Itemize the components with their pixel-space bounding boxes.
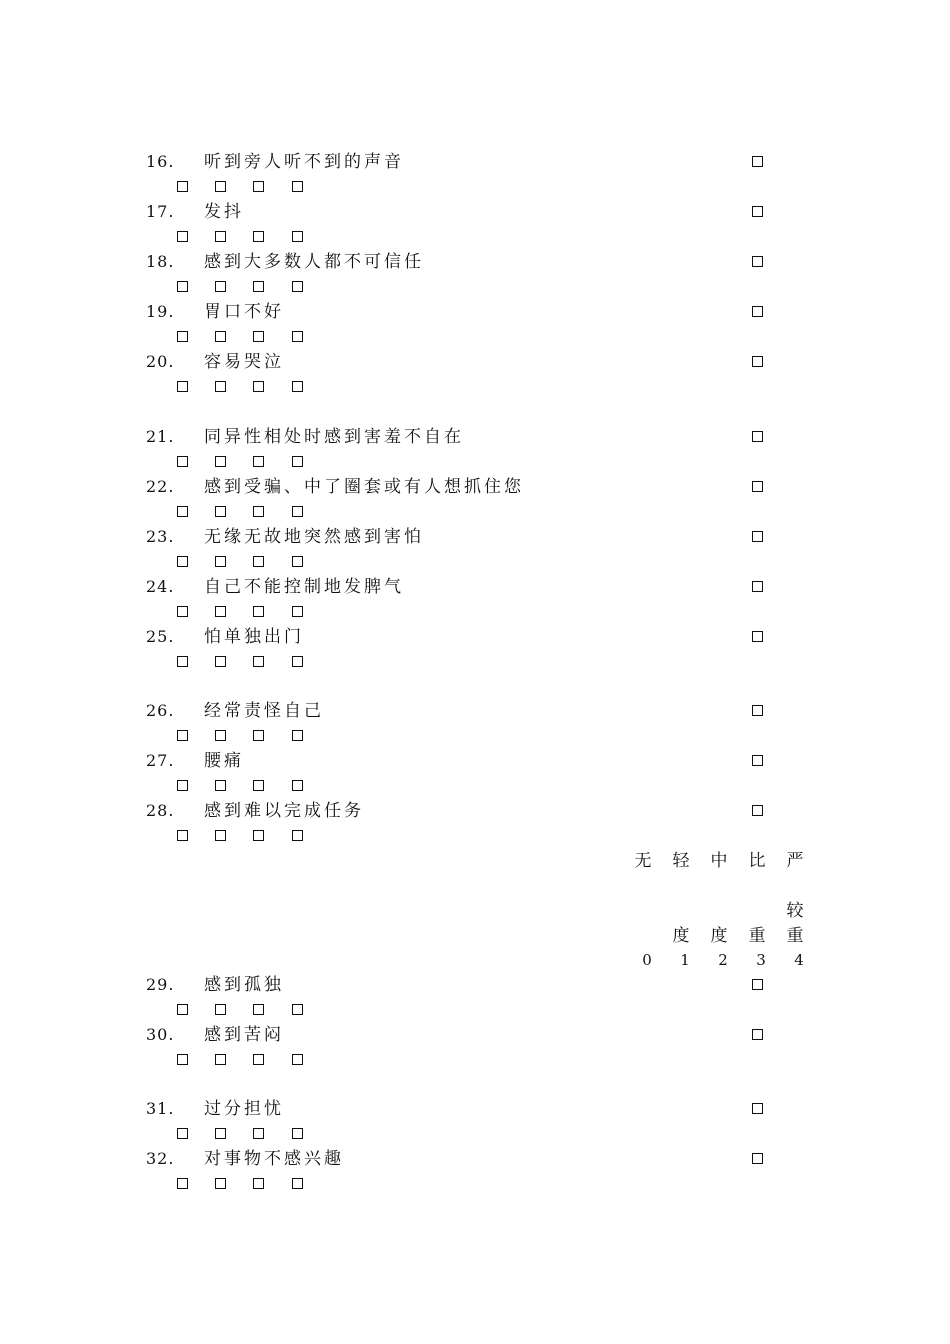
scale-label-severe-3: 重: [786, 926, 804, 946]
question-item: [0, 576, 950, 626]
question-item: [0, 1098, 950, 1148]
rating-checkbox-4[interactable]: [292, 1004, 303, 1015]
rating-checkbox-4[interactable]: [292, 231, 303, 242]
rating-checkbox-3[interactable]: [253, 780, 264, 791]
rating-checkbox-2[interactable]: [215, 830, 226, 841]
rating-checkbox-0[interactable]: [752, 631, 763, 642]
rating-checkbox-0[interactable]: [752, 206, 763, 217]
rating-checkbox-2[interactable]: [215, 1178, 226, 1189]
question-text: 无缘无故地突然感到害怕: [204, 527, 424, 547]
scale-label-mild-2: 度: [672, 926, 690, 946]
question-item: [0, 700, 950, 750]
scale-label-severe: 严: [786, 851, 804, 871]
question-item: [0, 476, 950, 526]
question-number: 27.: [146, 751, 175, 770]
question-number: 20.: [146, 352, 175, 371]
rating-checkbox-0[interactable]: [752, 531, 763, 542]
rating-checkbox-0[interactable]: [752, 581, 763, 592]
rating-checkbox-1[interactable]: [177, 181, 188, 192]
question-item: [0, 301, 950, 351]
rating-checkbox-2[interactable]: [215, 606, 226, 617]
rating-checkbox-2[interactable]: [215, 331, 226, 342]
rating-checkbox-1[interactable]: [177, 281, 188, 292]
rating-checkbox-1[interactable]: [177, 231, 188, 242]
scale-label-moderate: 中: [710, 851, 728, 871]
rating-checkbox-2[interactable]: [215, 231, 226, 242]
rating-checkbox-3[interactable]: [253, 331, 264, 342]
rating-checkbox-4[interactable]: [292, 606, 303, 617]
rating-checkbox-4[interactable]: [292, 331, 303, 342]
rating-checkbox-1[interactable]: [177, 780, 188, 791]
scale-score-3: 3: [756, 951, 766, 969]
rating-checkbox-4[interactable]: [292, 181, 303, 192]
question-text: 自己不能控制地发脾气: [204, 577, 404, 597]
rating-checkbox-3[interactable]: [253, 181, 264, 192]
scale-label-severe-2: 较: [786, 901, 804, 921]
question-item: [0, 626, 950, 676]
question-number: 26.: [146, 701, 175, 720]
rating-checkbox-3[interactable]: [253, 730, 264, 741]
scale-score-4: 4: [794, 951, 804, 969]
rating-checkbox-0[interactable]: [752, 979, 763, 990]
question-text: 感到大多数人都不可信任: [204, 252, 424, 272]
rating-checkbox-3[interactable]: [253, 281, 264, 292]
question-number: 19.: [146, 302, 175, 321]
rating-checkbox-2[interactable]: [215, 281, 226, 292]
rating-checkbox-0[interactable]: [752, 156, 763, 167]
rating-checkbox-4[interactable]: [292, 730, 303, 741]
question-text: 同异性相处时感到害羞不自在: [204, 427, 464, 447]
question-item: [0, 351, 950, 401]
question-number: 23.: [146, 527, 175, 546]
rating-checkbox-1[interactable]: [177, 1054, 188, 1065]
rating-checkbox-4[interactable]: [292, 1054, 303, 1065]
question-text: 过分担忧: [204, 1099, 284, 1119]
rating-checkbox-1[interactable]: [177, 730, 188, 741]
question-text: 腰痛: [204, 751, 244, 771]
rating-checkbox-1[interactable]: [177, 1178, 188, 1189]
rating-checkbox-0[interactable]: [752, 1029, 763, 1040]
scale-label-none: 无: [634, 851, 652, 871]
rating-checkbox-1[interactable]: [177, 381, 188, 392]
rating-checkbox-3[interactable]: [253, 606, 264, 617]
rating-checkbox-0[interactable]: [752, 431, 763, 442]
rating-checkbox-4[interactable]: [292, 780, 303, 791]
rating-checkbox-2[interactable]: [215, 556, 226, 567]
rating-checkbox-0[interactable]: [752, 256, 763, 267]
question-text: 经常责怪自己: [204, 701, 324, 721]
rating-checkbox-2[interactable]: [215, 780, 226, 791]
rating-checkbox-2[interactable]: [215, 381, 226, 392]
rating-checkbox-4[interactable]: [292, 381, 303, 392]
question-number: 18.: [146, 252, 175, 271]
rating-checkbox-2[interactable]: [215, 1054, 226, 1065]
question-item: [0, 1148, 950, 1198]
question-text: 对事物不感兴趣: [204, 1149, 344, 1169]
rating-checkbox-0[interactable]: [752, 705, 763, 716]
rating-checkbox-1[interactable]: [177, 556, 188, 567]
rating-checkbox-3[interactable]: [253, 1004, 264, 1015]
rating-checkbox-3[interactable]: [253, 1128, 264, 1139]
rating-checkbox-4[interactable]: [292, 281, 303, 292]
question-item: [0, 251, 950, 301]
question-number: 32.: [146, 1149, 175, 1168]
question-number: 28.: [146, 801, 175, 820]
question-text: 怕单独出门: [204, 627, 304, 647]
rating-checkbox-3[interactable]: [253, 456, 264, 467]
question-item: [0, 426, 950, 476]
scale-score-1: 1: [680, 951, 690, 969]
rating-checkbox-4[interactable]: [292, 456, 303, 467]
question-item: [0, 151, 950, 201]
rating-checkbox-0[interactable]: [752, 306, 763, 317]
rating-checkbox-2[interactable]: [215, 456, 226, 467]
question-item: [0, 201, 950, 251]
rating-checkbox-3[interactable]: [253, 1178, 264, 1189]
rating-checkbox-0[interactable]: [752, 805, 763, 816]
question-number: 25.: [146, 627, 175, 646]
question-item: [0, 974, 950, 1024]
rating-checkbox-3[interactable]: [253, 1054, 264, 1065]
question-item: [0, 750, 950, 800]
scale-label-fairly-2: 重: [748, 926, 766, 946]
rating-checkbox-1[interactable]: [177, 830, 188, 841]
scale-label-mild: 轻: [672, 851, 690, 871]
question-text: 感到孤独: [204, 975, 284, 995]
rating-checkbox-1[interactable]: [177, 1128, 188, 1139]
rating-checkbox-2[interactable]: [215, 506, 226, 517]
rating-checkbox-0[interactable]: [752, 1153, 763, 1164]
question-number: 30.: [146, 1025, 175, 1044]
scale-score-0: 0: [642, 951, 652, 969]
rating-checkbox-1[interactable]: [177, 331, 188, 342]
question-number: 24.: [146, 577, 175, 596]
rating-checkbox-0[interactable]: [752, 356, 763, 367]
question-number: 16.: [146, 152, 175, 171]
rating-checkbox-4[interactable]: [292, 506, 303, 517]
rating-checkbox-4[interactable]: [292, 656, 303, 667]
rating-checkbox-3[interactable]: [253, 830, 264, 841]
question-text: 感到难以完成任务: [204, 801, 364, 821]
rating-checkbox-2[interactable]: [215, 1128, 226, 1139]
rating-checkbox-4[interactable]: [292, 1128, 303, 1139]
question-text: 感到苦闷: [204, 1025, 284, 1045]
rating-checkbox-3[interactable]: [253, 656, 264, 667]
rating-checkbox-3[interactable]: [253, 381, 264, 392]
rating-checkbox-3[interactable]: [253, 231, 264, 242]
question-number: 29.: [146, 975, 175, 994]
rating-checkbox-2[interactable]: [215, 730, 226, 741]
question-text: 容易哭泣: [204, 352, 284, 372]
question-text: 发抖: [204, 202, 244, 222]
rating-checkbox-0[interactable]: [752, 481, 763, 492]
rating-checkbox-0[interactable]: [752, 1103, 763, 1114]
rating-checkbox-4[interactable]: [292, 830, 303, 841]
question-item: [0, 1024, 950, 1074]
question-number: 22.: [146, 477, 175, 496]
rating-checkbox-1[interactable]: [177, 656, 188, 667]
scale-label-fairly: 比: [748, 851, 766, 871]
scale-score-2: 2: [718, 951, 728, 969]
question-text: 感到受骗、中了圈套或有人想抓住您: [204, 477, 524, 497]
question-number: 31.: [146, 1099, 175, 1118]
rating-checkbox-0[interactable]: [752, 755, 763, 766]
question-text: 胃口不好: [204, 302, 284, 322]
rating-checkbox-3[interactable]: [253, 506, 264, 517]
question-number: 17.: [146, 202, 175, 221]
rating-checkbox-1[interactable]: [177, 606, 188, 617]
rating-checkbox-2[interactable]: [215, 181, 226, 192]
question-item: [0, 800, 950, 850]
question-number: 21.: [146, 427, 175, 446]
rating-checkbox-4[interactable]: [292, 556, 303, 567]
question-text: 听到旁人听不到的声音: [204, 152, 404, 172]
rating-checkbox-1[interactable]: [177, 506, 188, 517]
scale-label-moderate-2: 度: [710, 926, 728, 946]
question-item: [0, 526, 950, 576]
rating-checkbox-1[interactable]: [177, 456, 188, 467]
rating-checkbox-1[interactable]: [177, 1004, 188, 1015]
rating-checkbox-2[interactable]: [215, 1004, 226, 1015]
rating-checkbox-3[interactable]: [253, 556, 264, 567]
rating-checkbox-2[interactable]: [215, 656, 226, 667]
rating-checkbox-4[interactable]: [292, 1178, 303, 1189]
